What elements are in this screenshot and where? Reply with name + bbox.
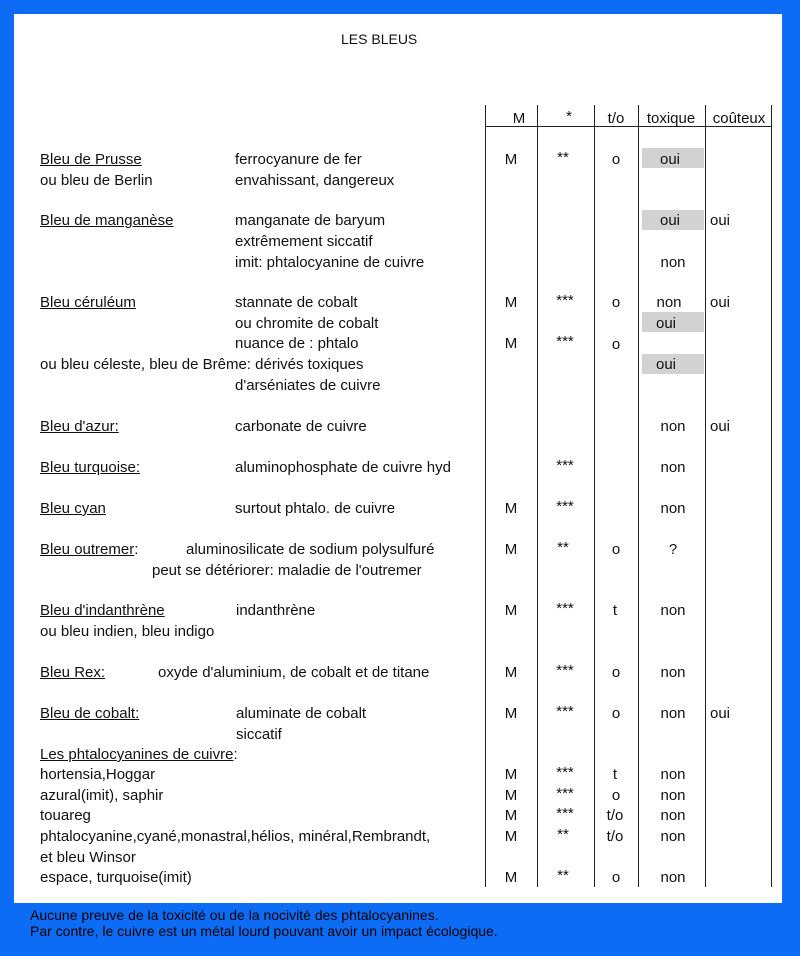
list-item: hortensia,Hoggar	[40, 766, 156, 783]
pigment-description: carbonate de cuivre	[235, 418, 367, 435]
header-toxique: toxique	[646, 110, 696, 127]
cell-toxique: oui	[659, 151, 681, 168]
cell-star: ***	[556, 457, 574, 474]
cell-to: t	[612, 766, 618, 783]
cell-m: M	[504, 500, 518, 517]
pigment-alias: ou bleu de Berlin	[40, 172, 153, 189]
pigment-description: indanthrène	[236, 602, 316, 619]
cell-toxique: non	[660, 602, 686, 619]
cell-to: o	[611, 294, 621, 311]
pigment-description: aluminophosphate de cuivre hyd	[235, 459, 451, 476]
cell-m: M	[504, 869, 518, 886]
cell-to: o	[611, 151, 621, 168]
cell-toxique: ?	[668, 541, 678, 558]
cell-star: ***	[556, 785, 574, 802]
pigment-name: Bleu cyan	[40, 500, 106, 517]
cell-toxique: non	[660, 459, 686, 476]
cell-star: ***	[556, 498, 574, 515]
column-divider	[638, 105, 639, 887]
pigment-description: aluminate de cobalt	[236, 705, 367, 722]
cell-m: M	[504, 541, 518, 558]
footer-note	[30, 907, 498, 939]
cell-to: o	[611, 664, 621, 681]
cell-to: t/o	[606, 807, 624, 824]
cell-star: ***	[556, 662, 574, 679]
cell-couteux: oui	[710, 418, 731, 435]
list-item: phtalocyanine,cyané,monastral,hélios, minéral,Rembrandt,	[40, 828, 431, 845]
cell-toxique: non	[660, 705, 686, 722]
footer-line: Par contre, le cuivre est un métal lourd pouvant avoir un impact écologique.	[30, 923, 498, 939]
column-divider	[485, 105, 486, 887]
cell-star: **	[557, 826, 569, 843]
cell-star: **	[557, 867, 569, 884]
pigment-description: extrêmement siccatif	[235, 233, 373, 250]
column-divider	[705, 105, 706, 887]
cell-to: o	[611, 336, 621, 353]
cell-toxique: oui	[655, 315, 677, 332]
cell-m: M	[504, 787, 518, 804]
column-divider	[537, 105, 538, 887]
cell-star: **	[557, 149, 569, 166]
cell-m: M	[504, 807, 518, 824]
pigment-description: aluminosilicate de sodium polysulfuré	[186, 541, 435, 558]
pigment-description: envahissant, dangereux	[235, 172, 395, 189]
cell-m: M	[504, 766, 518, 783]
section-heading: Les phtalocyanines de cuivre:	[40, 746, 238, 763]
pigment-alias: ou bleu céleste, bleu de Brême: dérivés toxiques	[40, 356, 364, 373]
list-item: touareg	[40, 807, 91, 824]
column-divider	[771, 105, 772, 887]
pigment-description: ou chromite de cobalt	[235, 315, 379, 332]
pigment-description: siccatif	[236, 726, 282, 743]
cell-star: ***	[556, 600, 574, 617]
cell-star: ***	[556, 703, 574, 720]
footer-line: Aucune preuve de la toxicité ou de la nocivité des phtalocyanines.	[30, 907, 439, 923]
header-couteux: coûteux	[712, 110, 766, 127]
pigment-name: Bleu d'indanthrène	[40, 602, 165, 619]
pigment-name: Bleu d'azur:	[40, 418, 119, 435]
header-m: M	[512, 110, 526, 127]
cell-star: ***	[556, 333, 574, 350]
cell-couteux: oui	[710, 294, 731, 311]
pigment-name: Bleu de Prusse	[40, 151, 142, 168]
cell-m: M	[504, 828, 518, 845]
cell-toxique: non	[660, 828, 686, 845]
pigment-name: Bleu de cobalt:	[40, 705, 140, 722]
pigment-description: manganate de baryum	[235, 212, 386, 229]
cell-star: ***	[556, 764, 574, 781]
cell-toxique: oui	[655, 356, 677, 373]
pigment-alias: ou bleu indien, bleu indigo	[40, 623, 215, 640]
header-star: *	[566, 108, 572, 125]
pigment-description: ferrocyanure de fer	[235, 151, 362, 168]
list-item: azural(imit), saphir	[40, 787, 164, 804]
cell-toxique: non	[660, 418, 686, 435]
cell-toxique: non	[660, 766, 686, 783]
pigment-name: Bleu de manganèse	[40, 212, 174, 229]
cell-couteux: oui	[710, 705, 731, 722]
pigment-description: stannate de cobalt	[235, 294, 358, 311]
cell-to: t/o	[606, 828, 624, 845]
cell-m: M	[504, 705, 518, 722]
cell-to: o	[611, 541, 621, 558]
cell-toxique: non	[660, 869, 686, 886]
cell-toxique: non	[656, 294, 682, 311]
cell-toxique: non	[660, 787, 686, 804]
pigment-description: nuance de : phtalo	[235, 335, 359, 352]
cell-m: M	[504, 294, 518, 311]
cell-to: t	[612, 602, 618, 619]
page-title: LES BLEUS	[341, 31, 418, 47]
cell-m: M	[504, 335, 518, 352]
pigment-description: surtout phtalo. de cuivre	[235, 500, 396, 517]
pigment-name: Bleu céruléum	[40, 294, 136, 311]
cell-toxique: non	[660, 254, 686, 271]
column-divider	[594, 105, 595, 887]
list-item: espace, turquoise(imit)	[40, 869, 192, 886]
list-item: et bleu Winsor	[40, 849, 136, 866]
cell-toxique: non	[660, 807, 686, 824]
pigment-description: oxyde d'aluminium, de cobalt et de titane	[158, 664, 430, 681]
cell-to: o	[611, 869, 621, 886]
pigment-description: peut se détériorer: maladie de l'outremer	[152, 562, 422, 579]
cell-m: M	[504, 664, 518, 681]
cell-to: o	[611, 705, 621, 722]
cell-to: o	[611, 787, 621, 804]
pigment-name: Bleu Rex:	[40, 664, 106, 681]
pigment-description: d'arséniates de cuivre	[235, 377, 381, 394]
cell-star: ***	[556, 805, 574, 822]
cell-toxique: non	[660, 500, 686, 517]
header-to: t/o	[607, 110, 625, 127]
cell-toxique: non	[660, 664, 686, 681]
cell-toxique: oui	[659, 212, 681, 229]
pigment-description: imit: phtalocyanine de cuivre	[235, 254, 425, 271]
cell-couteux: oui	[710, 212, 731, 229]
cell-m: M	[504, 151, 518, 168]
cell-m: M	[504, 602, 518, 619]
pigment-name: Bleu outremer:	[40, 541, 139, 558]
pigment-name: Bleu turquoise:	[40, 459, 141, 476]
cell-star: ***	[556, 292, 574, 309]
cell-star: **	[557, 539, 569, 556]
